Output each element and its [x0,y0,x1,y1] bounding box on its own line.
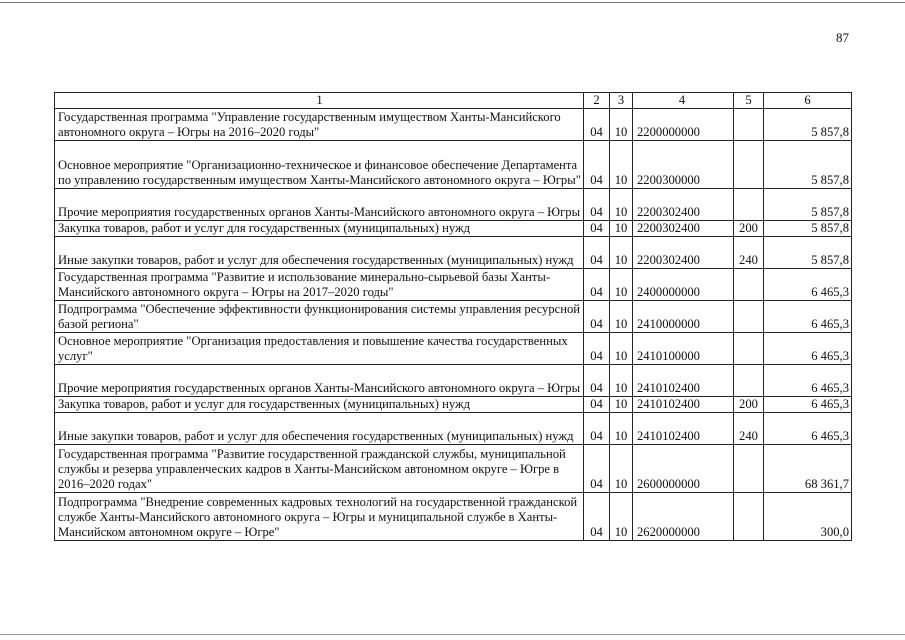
row-amount: 5 857,8 [764,221,852,237]
row-subsection: 10 [610,109,633,141]
row-name: Прочие мероприятия государственных органов Ханты-Мансийского автономного округа – Югры [55,365,584,397]
row-subsection: 10 [610,397,633,413]
row-amount: 68 361,7 [764,445,852,493]
scan-edge-bottom [0,634,905,635]
table-row [55,221,852,237]
column-header: 2 [584,93,610,109]
row-target-code: 2200000000 [633,109,734,141]
row-section: 04 [584,237,610,269]
row-section: 04 [584,221,610,237]
row-expense-type: 200 [734,221,764,237]
row-section: 04 [584,141,610,189]
row-section: 04 [584,365,610,397]
row-subsection: 10 [610,445,633,493]
row-name: Государственная программа "Развитие государственной гражданской службы, муниципальной службы и резерва управленческих кадров в Ханты-Мансийском автономном округе – Югре в 2016–2020 годах" [55,445,584,493]
row-expense-type [734,141,764,189]
column-header: 5 [734,93,764,109]
row-subsection: 10 [610,269,633,301]
row-subsection: 10 [610,237,633,269]
row-subsection: 10 [610,221,633,237]
table-row [55,397,852,413]
budget-table [54,92,852,541]
row-name: Основное мероприятие "Организационно-техническое и финансовое обеспечение Департамента по управлению государственным имуществом Ханты-Мансийского автономного округа – Югры" [55,141,584,189]
row-target-code: 2410100000 [633,333,734,365]
row-target-code: 2400000000 [633,269,734,301]
row-section: 04 [584,493,610,541]
row-subsection: 10 [610,365,633,397]
row-section: 04 [584,189,610,221]
row-section: 04 [584,301,610,333]
row-amount: 300,0 [764,493,852,541]
column-header: 3 [610,93,633,109]
row-target-code: 2200302400 [633,189,734,221]
row-section: 04 [584,397,610,413]
row-name: Подпрограмма "Обеспечение эффективности функционирования системы управления ресурсной базой региона" [55,301,584,333]
row-expense-type: 200 [734,397,764,413]
page-number: 87 [836,30,849,45]
table-row [55,109,852,141]
row-name: Основное мероприятие "Организация предоставления и повышение качества государственных услуг" [55,333,584,365]
row-subsection: 10 [610,333,633,365]
row-name: Подпрограмма "Внедрение современных кадровых технологий на государственной гражданской службе Ханты-Мансийского автономного округа – Югры и муниципальной службе в Ханты-Мансийском автономном округе – Югре" [55,493,584,541]
row-expense-type [734,333,764,365]
row-target-code: 2200302400 [633,237,734,269]
row-amount: 5 857,8 [764,109,852,141]
row-name: Иные закупки товаров, работ и услуг для обеспечения государственных (муниципальных) нужд [55,237,584,269]
row-expense-type [734,493,764,541]
row-amount: 6 465,3 [764,397,852,413]
row-subsection: 10 [610,413,633,445]
row-expense-type [734,109,764,141]
row-amount: 5 857,8 [764,189,852,221]
table-row [55,493,852,541]
row-expense-type [734,189,764,221]
table-row [55,237,852,269]
row-expense-type [734,301,764,333]
row-amount: 6 465,3 [764,301,852,333]
row-expense-type: 240 [734,237,764,269]
row-section: 04 [584,269,610,301]
row-section: 04 [584,413,610,445]
row-target-code: 2410102400 [633,397,734,413]
column-header: 4 [633,93,734,109]
row-amount: 6 465,3 [764,333,852,365]
row-amount: 6 465,3 [764,365,852,397]
row-expense-type: 240 [734,413,764,445]
table-row [55,365,852,397]
row-name: Государственная программа "Управление государственным имуществом Ханты-Мансийского автономного округа – Югры на 2016–2020 годы" [55,109,584,141]
table-row [55,189,852,221]
table-row [55,141,852,189]
row-target-code: 2200300000 [633,141,734,189]
column-header: 6 [764,93,852,109]
row-target-code: 2410102400 [633,365,734,397]
row-target-code: 2620000000 [633,493,734,541]
row-amount: 5 857,8 [764,237,852,269]
row-amount: 5 857,8 [764,141,852,189]
row-name: Закупка товаров, работ и услуг для государственных (муниципальных) нужд [55,221,584,237]
row-name: Иные закупки товаров, работ и услуг для обеспечения государственных (муниципальных) нужд [55,413,584,445]
table-row [55,413,852,445]
row-section: 04 [584,445,610,493]
row-name: Государственная программа "Развитие и использование минерально-сырьевой базы Ханты-Мансийского автономного округа – Югры на 2017–2020 годы" [55,269,584,301]
row-subsection: 10 [610,189,633,221]
table-row [55,333,852,365]
row-name: Закупка товаров, работ и услуг для государственных (муниципальных) нужд [55,397,584,413]
scan-edge-top [0,2,905,3]
table-header-row [55,93,852,109]
row-name: Прочие мероприятия государственных органов Ханты-Мансийского автономного округа – Югры [55,189,584,221]
table-row [55,301,852,333]
row-section: 04 [584,333,610,365]
row-subsection: 10 [610,493,633,541]
table-row [55,269,852,301]
row-target-code: 2200302400 [633,221,734,237]
row-target-code: 2600000000 [633,445,734,493]
row-target-code: 2410000000 [633,301,734,333]
row-expense-type [734,269,764,301]
row-section: 04 [584,109,610,141]
row-expense-type [734,365,764,397]
row-expense-type [734,445,764,493]
table-row [55,445,852,493]
row-target-code: 2410102400 [633,413,734,445]
column-header: 1 [55,93,584,109]
row-amount: 6 465,3 [764,413,852,445]
row-subsection: 10 [610,141,633,189]
row-subsection: 10 [610,301,633,333]
row-amount: 6 465,3 [764,269,852,301]
